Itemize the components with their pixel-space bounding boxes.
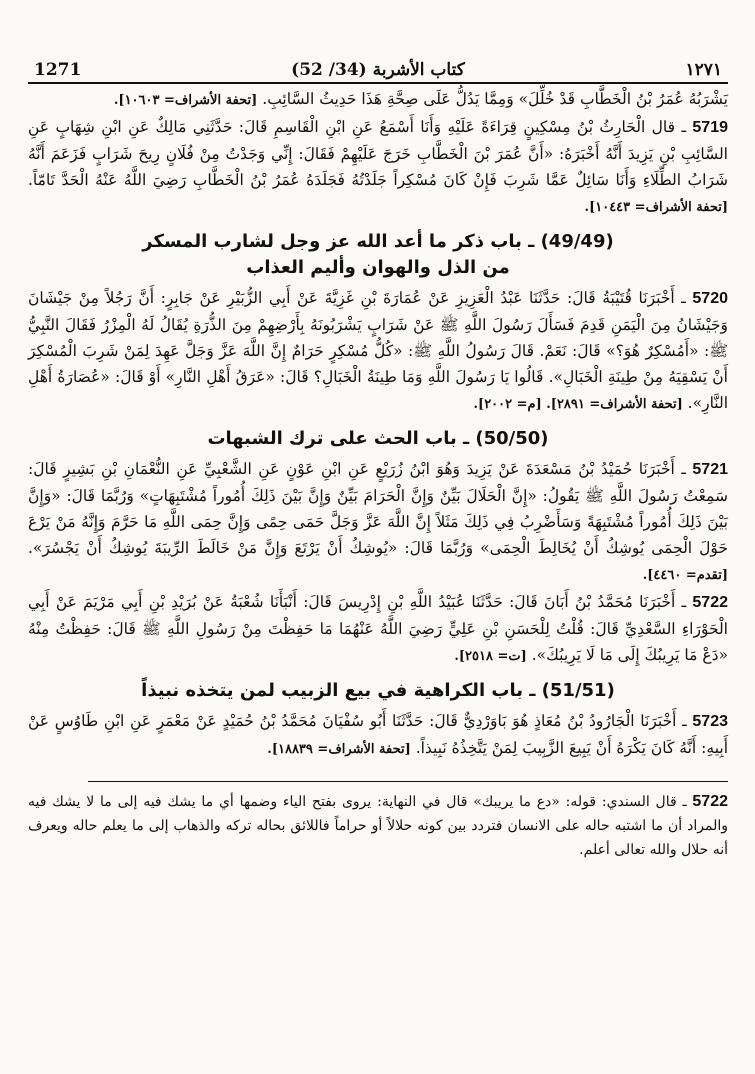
hadith-text: ـ أَخْبَرَنَا قُتَيْبَةُ قَالَ: حَدَّثَنَا عَبْدُ الْعَزِيزِ عَنْ عُمَارَةَ بْنِ غَزِيَّةَ عَنْ أَبِي الزُّبَيْرِ عَنْ جَابِرٍ: أَنَّ رَجُلاً مِنْ جَيْشَانَ وَجَيْشَانُ مِنَ الْيَمَنِ قَدِمَ فَسَأَلَ رَسُولَ اللَّهِ ﷺ عَنْ شَرَابٍ يَشْرَبُونَهُ بِأَرْضِهِمْ مِنَ الذُّرَةِ يُقَالُ لَهُ الْمِزْرُ فَقَالَ النَّبِيُّ ﷺ: «أَمُسْكِرٌ هُوَ؟» قَالَ: نَعَمْ. قَالَ رَسُولُ اللَّهِ ﷺ: «كُلُّ مُسْكِرٍ حَرَامٌ إِنَّ اللَّهَ عَزَّ وَجَلَّ عَهِدَ لِمَنْ شَرِبَ الْمُسْكِرَ أَنْ يَسْقِيَهُ مِنْ طِينَةِ الْخَبَالِ». قَالُوا يَا رَسُولَ اللَّهِ وَمَا طِينَةُ الْخَبَالِ؟ قَالَ: «عَرَقُ أَهْلِ النَّارِ» أَوْ قَالَ: «عُصَارَةُ أَهْلِ النَّارِ».: [28, 289, 728, 412]
chapter-line: من الذل والهوان وأليم العذاب: [246, 257, 510, 278]
running-header: [28, 40, 728, 86]
hadith-5719: [28, 114, 728, 221]
header-rule: [28, 82, 728, 84]
chapter-heading-50: (50/50) ـ باب الحث على ترك الشبهات: [207, 428, 549, 449]
page-number-arabic: ١٢٧١: [685, 60, 722, 80]
page-number-latin: 1271: [34, 60, 82, 80]
running-title: (52 /34) كتاب الأشربة: [291, 60, 465, 80]
hadith-5720: [28, 285, 728, 418]
document-page: [28, 40, 728, 1050]
footnote-rule: [88, 781, 728, 782]
chapter-heading-51: (51/51) ـ باب الكراهية في بيع الزبيب لمن يتخذه نبيذاً: [141, 680, 615, 701]
hadith-number: 5719: [692, 119, 728, 136]
footnote: [28, 790, 728, 862]
hadith-text: ـ أَخْبَرَنَا الْجَارُودُ بْنُ مُعَاذٍ هُوَ بَاوَرْدِيٌّ قَالَ: حَدَّثَنَا أَبُو سُفْيَانَ مُحَمَّدُ بْنُ حُمَيْدٍ عَنْ مَعْمَرٍ عَنِ ابْنِ طَاوُسٍ عَنْ أَبِيهِ: أَنَّهُ كَانَ يَكْرَهُ أَنْ يَبِيعَ الزَّبِيبَ لِمَنْ يَتَّخِذُهُ نَبِيذاً.: [28, 712, 728, 757]
reference: [تحفة الأشراف= ١٠٤٤٣].: [584, 200, 728, 215]
reference: [تحفة الأشراف= ١٠٦٠٣].: [113, 93, 258, 108]
footnote-number: 5722: [692, 793, 728, 810]
paragraph-text: يَشْرَبُهُ عُمَرُ بْنُ الْخَطَّابِ قَدْ خُلِّلَ» وَمِمَّا يَدُلُّ عَلَى صِحَّةِ هَذَا حَدِيثُ السَّائِبِ.: [262, 90, 728, 108]
hadith-number: 5722: [692, 594, 728, 611]
hadith-5723: [28, 708, 728, 763]
footnote-text: ـ قال السندي: قوله: «دع ما يريبك» قال في النهاية: يروى بفتح الياء وضمها أي ما يشك فيه إلى ما لا يشك فيه والمراد أن ما اشتبه حاله على الانسان فتردد بين كونه حلالاً أو حراماً فاللائق بحاله تركه والذهاب إلى ما يعلم حاله ويعرف أنه حلال والله تعالى أعلم.: [28, 794, 728, 858]
continuation-paragraph: [28, 86, 728, 114]
reference: [تحفة الأشراف= ٢٨٩١]. [م= ٢٠٠٢].: [473, 397, 683, 412]
hadith-text: ـ أَخْبَرَنَا حُمَيْدُ بْنُ مَسْعَدَةَ عَنْ يَزِيدَ وَهُوَ ابْنُ زُرَيْعٍ عَنِ ابْنِ عَوْنٍ عَنِ الشَّعْبِيِّ عَنِ النُّعْمَانِ بْنِ بَشِيرٍ قَالَ: سَمِعْتُ رَسُولَ اللَّهِ ﷺ يَقُولُ: «إِنَّ الْحَلَالَ بَيِّنٌ وَإِنَّ الْحَرَامَ بَيِّنٌ وَإِنَّ بَيْنَ ذَلِكَ أُمُوراً مُشْتَبِهَاتٍ» وَرُبَّمَا قَالَ: «وَإِنَّ بَيْنَ ذَلِكَ أُمُوراً مُشْتَبِهَةً وَسَأَضْرِبُ فِي ذَلِكَ مَثَلاً إِنَّ اللَّهَ عَزَّ وَجَلَّ حَمَى حِمًى وَإِنَّ حِمَى اللَّهِ مَا حَرَّمَ وَإِنَّهُ مَنْ يَرْعَ حَوْلَ الْحِمَى يُوشِكُ أَنْ يُخَالِطَ الْحِمَى» وَرُبَّمَا قَالَ: «يُوشِكُ أَنْ يَرْتَعَ وَإِنَّ مَنْ خَالَطَ الرِّيبَةَ يُوشِكُ أَنْ يَجْسُرَ».: [28, 460, 728, 557]
reference: [ت= ٢٥١٨].: [454, 649, 527, 664]
hadith-text: ـ قال الْحَارِثُ بْنُ مِسْكِينٍ قِرَاءَةً عَلَيْهِ وَأَنَا أَسْمَعُ عَنِ ابْنِ الْقَاسِمِ قَالَ: حَدَّثَنِي مَالِكٌ عَنِ ابْنِ شِهَابٍ عَنِ السَّائِبِ بْنِ يَزِيدَ أَنَّهُ أَخْبَرَهُ: «أَنَّ عُمَرَ بْنَ الْخَطَّابِ خَرَجَ عَلَيْهِمْ فَقَالَ: إِنِّي وَجَدْتُ مِنْ فُلَانٍ رِيحَ شَرَابٍ فَزَعَمَ أَنَّهُ شَرَابُ الطِّلَاءِ وَأَنَا سَائِلٌ عَمَّا شَرِبَ فَإِنْ كَانَ مُسْكِراً جَلَدْتُهُ فَجَلَدَهُ عُمَرُ بْنُ الْخَطَّابِ رَضِيَ اللَّهُ عَنْهُ الْحَدَّ تَامّاً.: [28, 118, 728, 189]
main-text: [28, 86, 728, 862]
chapter-heading-49: [28, 229, 728, 281]
chapter-line: (49/49) ـ باب ذكر ما أعد الله عز وجل لشارب المسكر: [142, 231, 614, 252]
hadith-number: 5720: [692, 290, 728, 307]
reference: [تقدم= ٤٤٦٠].: [642, 568, 728, 583]
reference: [تحفة الأشراف= ١٨٨٣٩].: [267, 742, 411, 757]
hadith-text: ـ أَخْبَرَنَا مُحَمَّدُ بْنُ أَبَانَ قَالَ: حَدَّثَنَا عُبَيْدُ اللَّهِ بْنِ إِدْرِيسَ قَالَ: أَنْبَأَنَا شُعْبَةُ عَنْ بُرَيْدِ بْنِ أَبِي مَرْيَمَ عَنْ أَبِي الْحَوْرَاءِ السَّعْدِيِّ قَالَ: قُلْتُ لِلْحَسَنِ بْنِ عَلِيٍّ رَضِيَ اللَّهُ عَنْهُمَا مَا حَفِظْتَ مِنْ رَسُولِ اللَّهِ ﷺ قَالَ: حَفِظْتُ مِنْهُ «دَعْ مَا يَرِيبُكَ إِلَى مَا لَا يَرِيبُكَ».: [28, 593, 728, 664]
hadith-number: 5721: [692, 461, 728, 478]
hadith-5722: [28, 589, 728, 670]
hadith-5721: [28, 456, 728, 589]
hadith-number: 5723: [692, 713, 728, 730]
